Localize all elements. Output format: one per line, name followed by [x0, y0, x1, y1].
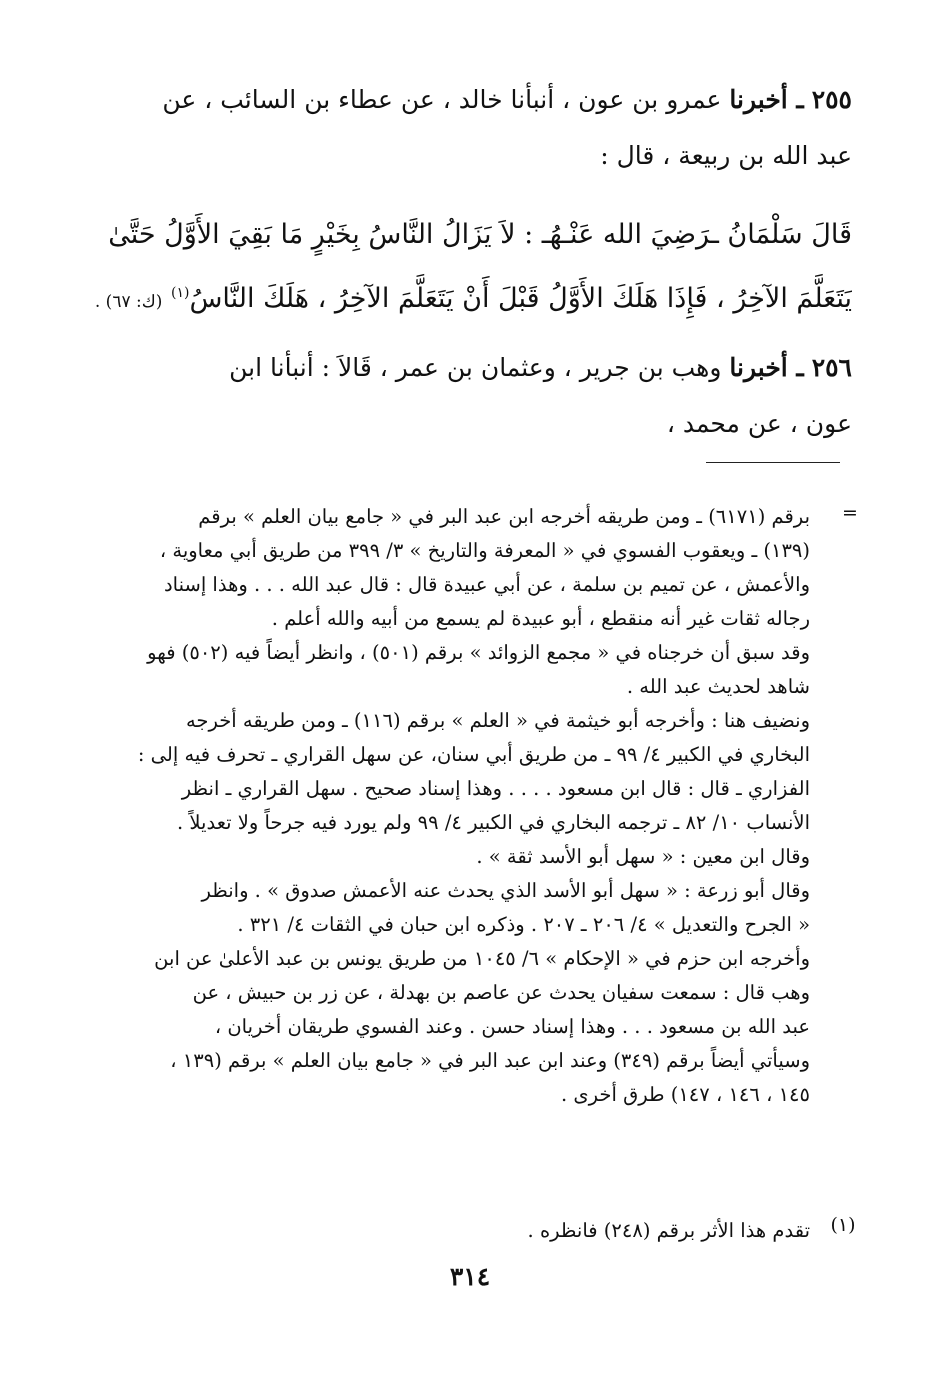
entry-256-line-2: عون ، عن محمد ، — [666, 409, 852, 438]
entry-255-line-2: عبد الله بن ربيعة ، قال : — [600, 141, 852, 170]
note-line: ونضيف هنا : وأخرجه أبو خيثمة في « العلم » برقم (١١٦) ـ ومن طريقه أخرجه — [185, 709, 810, 732]
entry-255 — [76, 72, 852, 184]
entry-255-line-1-text: عمرو بن عون ، أنبأنا خالد ، عن عطاء بن السائب ، عن — [162, 85, 722, 114]
quote-line-2 — [76, 264, 852, 331]
note-line: وأخرجه ابن حزم في « الإحكام » ٦/ ١٠٤٥ من طريق يونس بن عبد الأعلىٰ عن ابن — [154, 947, 810, 970]
footnote-separator — [706, 462, 840, 463]
source-reference: (ك: ٦٧) . — [94, 292, 163, 312]
entry-256-number: ٢٥٦ — [811, 353, 852, 382]
note-line: وقد سبق أن خرجناه في « مجمع الزوائد » برقم (٥٠١) ، وانظر أيضاً فيه (٥٠٢) فهو — [147, 641, 810, 664]
footnote-1-text: تقدم هذا الأثر برقم (٢٤٨) فانظره . — [527, 1219, 810, 1242]
footnote-1-mark: (١) — [830, 1214, 856, 1236]
note-line: « الجرح والتعديل » ٤/ ٢٠٦ ـ ٢٠٧ . وذكره ابن حبان في الثقات ٤/ ٣٢١ . — [237, 913, 810, 936]
entry-256 — [76, 340, 852, 452]
quote-line-1: قَالَ سَلْمَانُ ـرَضِيَ الله عَنْـهُـ : لاَ يَزَالُ النَّاسُ بِخَيْرٍ مَا بَقِيَ الأَوَّلُ حَتَّىٰ — [108, 219, 852, 250]
note-line: (١٣٩) ـ ويعقوب الفسوي في « المعرفة والتاريخ » ٣/ ٣٩٩ من طريق أبي معاوية ، — [159, 539, 810, 562]
footnote-ref-mark: (١) — [170, 285, 190, 301]
entry-256-line-1 — [76, 340, 852, 396]
note-line: شاهد لحديث عبد الله . — [626, 675, 810, 698]
entry-255-line-1 — [76, 72, 852, 128]
note-line: رجاله ثقات غير أنه منقطع ، أبو عبيدة لم يسمع من أبيه والله أعلم . — [271, 607, 810, 630]
quote-line-2-text: يَتَعَلَّمَ الآخِرُ ، فَإِذَا هَلَكَ الأَوَّلُ قَبْلَ أَنْ يَتَعَلَّمَ الآخِرُ ، هَلَكَ النَّاسُ — [189, 283, 852, 314]
note-line: والأعمش ، عن تميم بن سلمة ، عن أبي عبيدة قال : قال عبد الله . . . وهذا إسناد — [163, 573, 810, 596]
note-line: الفزاري ـ قال : قال ابن مسعود . . . . وهذا إسناد صحيح . سهل القراري ـ انظر — [181, 777, 810, 800]
note-line: برقم (٦١٧١) ـ ومن طريقه أخرجه ابن عبد البر في « جامع بيان العلم » برقم — [198, 505, 810, 528]
entry-255-keyword: ـ أخبرنا — [729, 85, 804, 114]
entry-256-keyword: ـ أخبرنا — [729, 353, 804, 382]
note-line: وسيأتي أيضاً برقم (٣٤٩) وعند ابن عبد البر في « جامع بيان العلم » برقم (١٣٩ ، — [170, 1049, 810, 1072]
note-line: وقال أبو زرعة : « سهل أبو الأسد الذي يحدث عنه الأعمش صدوق » . وانظر — [201, 879, 810, 902]
footnotes-block — [80, 500, 810, 1112]
note-line: عبد الله بن مسعود . . . وهذا إسناد حسن . وعند الفسوي طريقان أخريان ، — [214, 1015, 810, 1038]
continuation-mark: = — [842, 502, 858, 524]
note-line: البخاري في الكبير ٤/ ٩٩ ـ من طريق أبي سنان، عن سهل القراري ـ تحرف فيه إلى : — [137, 743, 810, 766]
athar-quote — [76, 206, 852, 331]
note-line: الأنساب ١٠/ ٨٢ ـ ترجمه البخاري في الكبير ٤/ ٩٩ ولم يورد فيه جرحاً ولا تعديلاً . — [177, 811, 810, 834]
entry-255-number: ٢٥٥ — [811, 85, 852, 114]
note-line: وهب قال : سمعت سفيان يحدث عن عاصم بن بهدلة ، عن زر بن حبيش ، عن — [192, 981, 810, 1004]
page-number: ٣١٤ — [449, 1262, 491, 1291]
entry-256-line-1-text: وهب بن جرير ، وعثمان بن عمر ، قَالاَ : أنبأنا ابن — [229, 353, 722, 382]
note-line: وقال ابن معين : « سهل أبو الأسد ثقة » . — [476, 845, 810, 868]
note-line: ١٤٥ ، ١٤٦ ، ١٤٧) طرق أخرى . — [561, 1083, 810, 1106]
